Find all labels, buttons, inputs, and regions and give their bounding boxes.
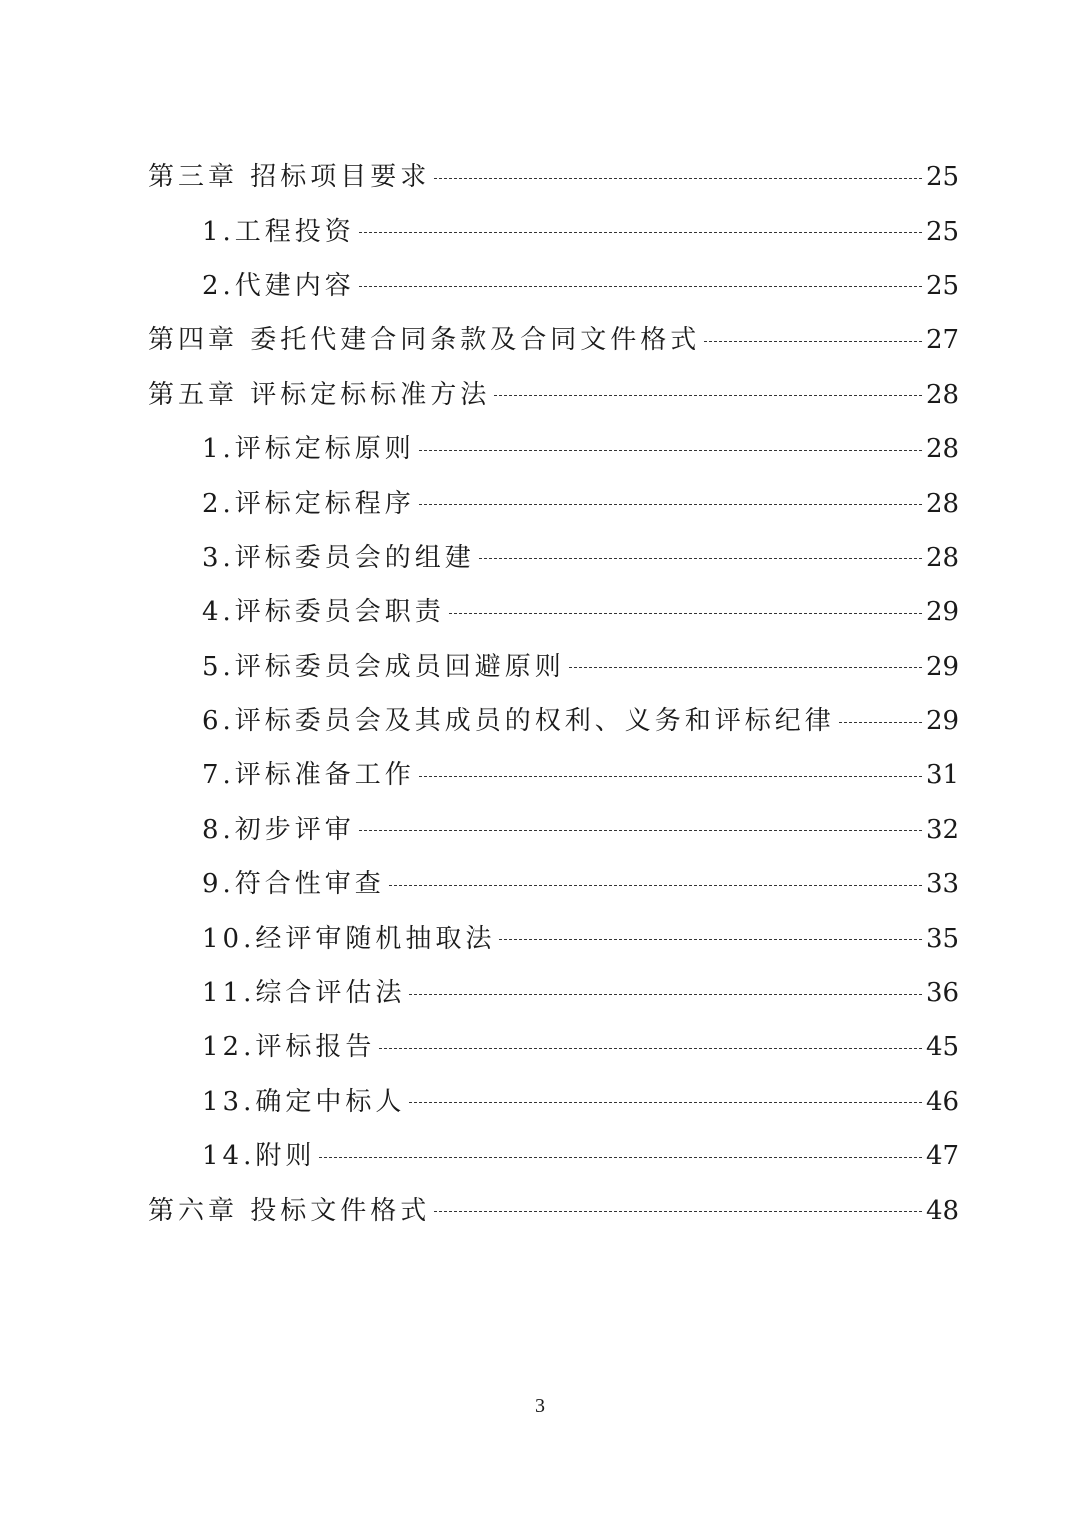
toc-page-number: 29 xyxy=(926,706,960,737)
toc-leader-line xyxy=(359,286,922,287)
toc-page-number: 25 xyxy=(926,270,960,301)
toc-page-number: 36 xyxy=(926,978,960,1009)
toc-section-entry[interactable] xyxy=(0,911,1080,965)
toc-leader-line xyxy=(319,1157,922,1158)
toc-section-entry[interactable] xyxy=(0,259,1080,313)
toc-section-entry[interactable] xyxy=(0,966,1080,1020)
toc-section-entry[interactable] xyxy=(0,640,1080,694)
toc-section-entry[interactable] xyxy=(0,857,1080,911)
toc-entry-title: 第三章 招标项目要求 xyxy=(148,162,431,193)
toc-chapter-entry[interactable] xyxy=(0,313,1080,367)
toc-leader-line xyxy=(409,994,922,995)
toc-section-entry[interactable] xyxy=(0,1075,1080,1129)
toc-page-number: 48 xyxy=(926,1195,960,1226)
toc-page-number: 28 xyxy=(926,488,960,519)
toc-leader-line xyxy=(479,558,922,559)
toc-leader-line xyxy=(419,450,922,451)
toc-leader-line xyxy=(359,830,922,831)
toc-entry-title: 12.评标报告 xyxy=(202,1032,376,1063)
toc-entry-title: 9.符合性审查 xyxy=(202,869,385,900)
toc-chapter-entry[interactable] xyxy=(0,150,1080,204)
toc-page-number: 28 xyxy=(926,434,960,465)
toc-section-entry[interactable] xyxy=(0,422,1080,476)
toc-entry-title: 第五章 评标定标标准方法 xyxy=(148,379,491,410)
toc-page-number: 32 xyxy=(926,814,960,845)
toc-chapter-entry[interactable] xyxy=(0,1183,1080,1237)
toc-entry-title: 5.评标委员会成员回避原则 xyxy=(202,651,565,682)
toc-leader-line xyxy=(449,613,922,614)
toc-leader-line xyxy=(569,667,922,668)
toc-entry-title: 4.评标委员会职责 xyxy=(202,597,445,628)
toc-page-number: 47 xyxy=(926,1141,960,1172)
toc-entry-title: 13.确定中标人 xyxy=(202,1086,406,1117)
toc-entry-title: 10.经评审随机抽取法 xyxy=(202,923,496,954)
toc-leader-line xyxy=(434,178,922,179)
toc-leader-line xyxy=(839,722,922,723)
toc-leader-line xyxy=(379,1048,922,1049)
toc-leader-line xyxy=(409,1102,922,1103)
toc-entry-title: 第四章 委托代建合同条款及合同文件格式 xyxy=(148,325,701,356)
toc-section-entry[interactable] xyxy=(0,476,1080,530)
toc-entry-title: 2.代建内容 xyxy=(202,270,355,301)
toc-section-entry[interactable] xyxy=(0,803,1080,857)
toc-page-number: 25 xyxy=(926,162,960,193)
toc-entry-title: 11.综合评估法 xyxy=(202,978,406,1009)
toc-page-number: 29 xyxy=(926,651,960,682)
toc-page-number: 46 xyxy=(926,1086,960,1117)
toc-section-entry[interactable] xyxy=(0,531,1080,585)
toc-page-number: 33 xyxy=(926,869,960,900)
toc-entry-title: 1.评标定标原则 xyxy=(202,434,415,465)
toc-leader-line xyxy=(359,232,922,233)
toc-page-number: 31 xyxy=(926,760,960,791)
toc-section-entry[interactable] xyxy=(0,1129,1080,1183)
toc-chapter-entry[interactable] xyxy=(0,368,1080,422)
toc-section-entry[interactable] xyxy=(0,748,1080,802)
toc-page-number: 29 xyxy=(926,597,960,628)
toc-page-number: 25 xyxy=(926,216,960,247)
toc-leader-line xyxy=(419,504,922,505)
toc-page-number: 45 xyxy=(926,1032,960,1063)
toc-entry-title: 6.评标委员会及其成员的权利、义务和评标纪律 xyxy=(202,706,835,737)
toc-section-entry[interactable] xyxy=(0,204,1080,258)
toc-entry-title: 2.评标定标程序 xyxy=(202,488,415,519)
toc-leader-line xyxy=(494,395,922,396)
toc-entry-title: 8.初步评审 xyxy=(202,814,355,845)
toc-section-entry[interactable] xyxy=(0,585,1080,639)
toc-entry-title: 7.评标准备工作 xyxy=(202,760,415,791)
toc-entry-title: 3.评标委员会的组建 xyxy=(202,542,475,573)
toc-page-number: 28 xyxy=(926,379,960,410)
toc-section-entry[interactable] xyxy=(0,1020,1080,1074)
toc-leader-line xyxy=(389,885,922,886)
toc-entry-title: 第六章 投标文件格式 xyxy=(148,1195,431,1226)
toc-leader-line xyxy=(434,1211,922,1212)
toc-section-entry[interactable] xyxy=(0,694,1080,748)
toc-entry-title: 1.工程投资 xyxy=(202,216,355,247)
toc-page-number: 27 xyxy=(926,325,960,356)
page-number: 3 xyxy=(535,1395,545,1417)
toc-page-number: 28 xyxy=(926,542,960,573)
toc-leader-line xyxy=(704,341,922,342)
toc-leader-line xyxy=(419,776,922,777)
toc-leader-line xyxy=(499,939,922,940)
table-of-contents xyxy=(0,150,1080,1238)
toc-entry-title: 14.附则 xyxy=(202,1141,316,1172)
toc-page-number: 35 xyxy=(926,923,960,954)
